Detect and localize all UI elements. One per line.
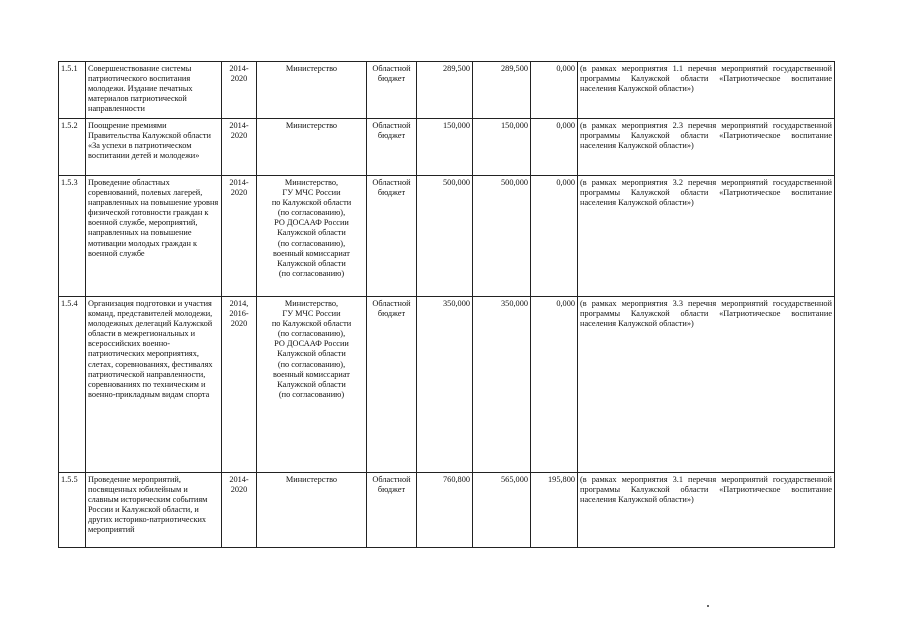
table-row <box>59 297 835 473</box>
measure-name: Проведение мероприятий, посвященных юбилейным и славным историческим событиям России и Калужской области, и других историко-патриотических мероприятий <box>86 473 222 548</box>
note-cell: (в рамках мероприятия 2.3 перечня мероприятий государственной программы Калужской области «Патриотическое воспитание населения Калужской области») <box>578 119 835 176</box>
total-amount: 150,000 <box>417 119 473 176</box>
row-number: 1.5.3 <box>59 176 86 297</box>
funding-source: Областной бюджет <box>367 473 417 548</box>
executor-cell: Министерство <box>257 473 367 548</box>
measure-name: Проведение областных соревнований, полевых лагерей, направленных на повышение уровня физической готовности граждан к военной службе, мероприятий, направленных на повышение мотивации молодых граждан к военной службе <box>86 176 222 297</box>
years-cell: 2014, 2016- 2020 <box>222 297 257 473</box>
note-cell: (в рамках мероприятия 3.1 перечня мероприятий государственной программы Калужской области «Патриотическое воспитание населения Калужской области») <box>578 473 835 548</box>
row-number: 1.5.1 <box>59 62 86 119</box>
amount-2: 500,000 <box>473 176 531 297</box>
measure-name: Организация подготовки и участия команд, представителей молодежи, молодежных делегаций Калужской области в межрегиональных и всероссийских военно-патриотических мероприятиях, слетах, соревнованиях, фестивалях патриотической направленности, соревнованиях по техническим и военно-прикладным видам спорта <box>86 297 222 473</box>
executor-cell: Министерство, ГУ МЧС России по Калужской области (по согласованию), РО ДОСААФ России Калужской области (по согласованию), военный комиссариат Калужской области (по согласованию) <box>257 176 367 297</box>
total-amount: 289,500 <box>417 62 473 119</box>
note-cell: (в рамках мероприятия 3.2 перечня мероприятий государственной программы Калужской области «Патриотическое воспитание населения Калужской области») <box>578 176 835 297</box>
years-cell: 2014- 2020 <box>222 62 257 119</box>
amount-2: 565,000 <box>473 473 531 548</box>
years-cell: 2014- 2020 <box>222 473 257 548</box>
amount-2: 350,000 <box>473 297 531 473</box>
table-row <box>59 176 835 297</box>
funding-source: Областной бюджет <box>367 176 417 297</box>
executor-cell: Министерство, ГУ МЧС России по Калужской области (по согласованию), РО ДОСААФ России Калужской области (по согласованию), военный комиссариат Калужской области (по согласованию) <box>257 297 367 473</box>
table-row <box>59 473 835 548</box>
total-amount: 760,800 <box>417 473 473 548</box>
row-number: 1.5.2 <box>59 119 86 176</box>
note-cell: (в рамках мероприятия 1.1 перечня мероприятий государственной программы Калужской области «Патриотическое воспитание населения Калужской области») <box>578 62 835 119</box>
funding-source: Областной бюджет <box>367 62 417 119</box>
row-number: 1.5.4 <box>59 297 86 473</box>
table-row <box>59 119 835 176</box>
measure-name: Поощрение премиями Правительства Калужской области «За успехи в патриотическом воспитании детей и молодежи» <box>86 119 222 176</box>
funding-source: Областной бюджет <box>367 119 417 176</box>
measure-name: Совершенствование системы патриотического воспитания молодежи. Издание печатных материалов патриотической направленности <box>86 62 222 119</box>
amount-3: 0,000 <box>531 62 578 119</box>
amount-2: 150,000 <box>473 119 531 176</box>
funding-source: Областной бюджет <box>367 297 417 473</box>
amount-3: 0,000 <box>531 297 578 473</box>
total-amount: 500,000 <box>417 176 473 297</box>
amount-3: 0,000 <box>531 176 578 297</box>
table-row <box>59 62 835 119</box>
note-cell: (в рамках мероприятия 3.3 перечня мероприятий государственной программы Калужской области «Патриотическое воспитание населения Калужской области») <box>578 297 835 473</box>
scan-speck <box>707 605 709 607</box>
program-measures-table <box>58 61 835 548</box>
total-amount: 350,000 <box>417 297 473 473</box>
amount-3: 0,000 <box>531 119 578 176</box>
years-cell: 2014- 2020 <box>222 119 257 176</box>
amount-3: 195,800 <box>531 473 578 548</box>
years-cell: 2014- 2020 <box>222 176 257 297</box>
executor-cell: Министерство <box>257 62 367 119</box>
amount-2: 289,500 <box>473 62 531 119</box>
row-number: 1.5.5 <box>59 473 86 548</box>
executor-cell: Министерство <box>257 119 367 176</box>
